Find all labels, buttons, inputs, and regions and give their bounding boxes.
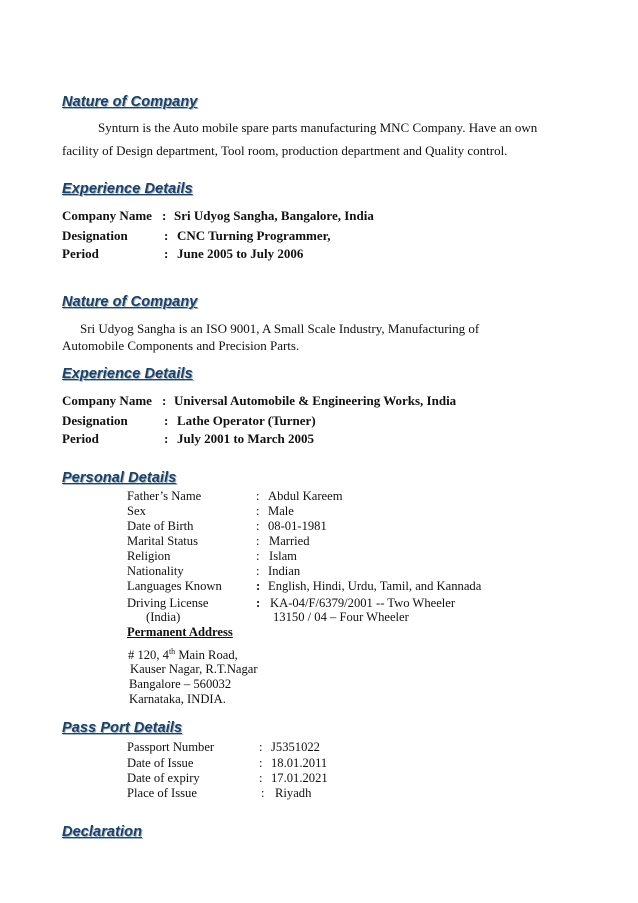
nature-text-line: Automobile Components and Precision Parts.	[62, 338, 300, 353]
personal-label: Date of Birth	[127, 519, 194, 533]
colon: :	[259, 771, 263, 785]
colon: :	[256, 534, 260, 548]
personal-value: KA-04/F/6379/2001 -- Two Wheeler	[270, 596, 456, 610]
address-line: # 120, 4th Main Road,	[128, 646, 238, 662]
colon: :	[256, 549, 260, 563]
address-line: Kauser Nagar, R.T.Nagar	[130, 662, 258, 676]
personal-label: Father’s Name	[127, 489, 202, 503]
personal-value: Abdul Kareem	[268, 489, 343, 503]
colon: :	[261, 786, 265, 800]
personal-value: English, Hindi, Urdu, Tamil, and Kannada	[268, 579, 482, 593]
personal-label: Marital Status	[127, 534, 199, 548]
personal-label: Religion	[127, 549, 171, 563]
colon: :	[256, 504, 260, 518]
company-name-label: Company Name	[62, 393, 152, 408]
passport-label: Passport Number	[127, 740, 215, 754]
designation-value: CNC Turning Programmer,	[177, 228, 331, 243]
passport-label: Date of expiry	[127, 771, 200, 785]
colon: :	[162, 208, 167, 223]
personal-value: Male	[268, 504, 294, 518]
designation-value: Lathe Operator (Turner)	[177, 413, 316, 428]
passport-label: Place of Issue	[127, 786, 197, 800]
personal-label: Nationality	[127, 564, 184, 578]
experience-details-heading: Experience Details	[62, 181, 193, 197]
company-name-value: Sri Udyog Sangha, Bangalore, India	[174, 208, 374, 223]
nature-of-company-heading: Nature of Company	[62, 294, 198, 310]
license-country: (India)	[146, 610, 181, 624]
designation-label: Designation	[62, 228, 128, 243]
passport-value: Riyadh	[275, 786, 312, 800]
company-name-label: Company Name	[62, 208, 152, 223]
license-four-wheeler: 13150 / 04 – Four Wheeler	[273, 610, 409, 624]
colon: :	[256, 596, 261, 610]
personal-label: Languages Known	[127, 579, 222, 593]
experience-details-heading: Experience Details	[62, 366, 193, 382]
nature-text-line: Synturn is the Auto mobile spare parts manufacturing MNC Company. Have an own	[98, 120, 538, 135]
nature-text-line: facility of Design department, Tool room, production department and Quality control.	[62, 143, 508, 158]
passport-value: 18.01.2011	[271, 756, 328, 770]
passport-details-heading: Pass Port Details	[62, 720, 183, 736]
colon: :	[256, 489, 260, 503]
period-label: Period	[62, 431, 99, 446]
company-name-value: Universal Automobile & Engineering Works, India	[174, 393, 457, 408]
personal-label: Sex	[127, 504, 146, 518]
personal-value: Married	[269, 534, 310, 548]
colon: :	[164, 246, 169, 261]
colon: :	[259, 740, 263, 754]
personal-label: Driving License	[127, 596, 209, 610]
nature-of-company-heading: Nature of Company	[62, 94, 198, 110]
colon: :	[256, 579, 261, 593]
address-line: Bangalore – 560032	[129, 677, 232, 691]
colon: :	[164, 413, 169, 428]
colon: :	[162, 393, 167, 408]
declaration-heading: Declaration	[62, 824, 143, 840]
address-line: Karnataka, INDIA.	[129, 692, 226, 706]
colon: :	[259, 756, 263, 770]
passport-value: J5351022	[271, 740, 320, 754]
personal-value: Islam	[269, 549, 297, 563]
colon: :	[256, 519, 260, 533]
period-label: Period	[62, 246, 99, 261]
permanent-address-heading: Permanent Address	[127, 625, 233, 639]
period-value: June 2005 to July 2006	[177, 246, 304, 261]
designation-label: Designation	[62, 413, 128, 428]
period-value: July 2001 to March 2005	[177, 431, 314, 446]
colon: :	[164, 431, 169, 446]
passport-value: 17.01.2021	[271, 771, 328, 785]
passport-label: Date of Issue	[127, 756, 194, 770]
personal-value: 08-01-1981	[268, 519, 327, 533]
colon: :	[256, 564, 260, 578]
personal-details-heading: Personal Details	[62, 470, 177, 486]
personal-value: Indian	[268, 564, 301, 578]
colon: :	[164, 228, 169, 243]
nature-text-line: Sri Udyog Sangha is an ISO 9001, A Small Scale Industry, Manufacturing of	[80, 321, 480, 336]
